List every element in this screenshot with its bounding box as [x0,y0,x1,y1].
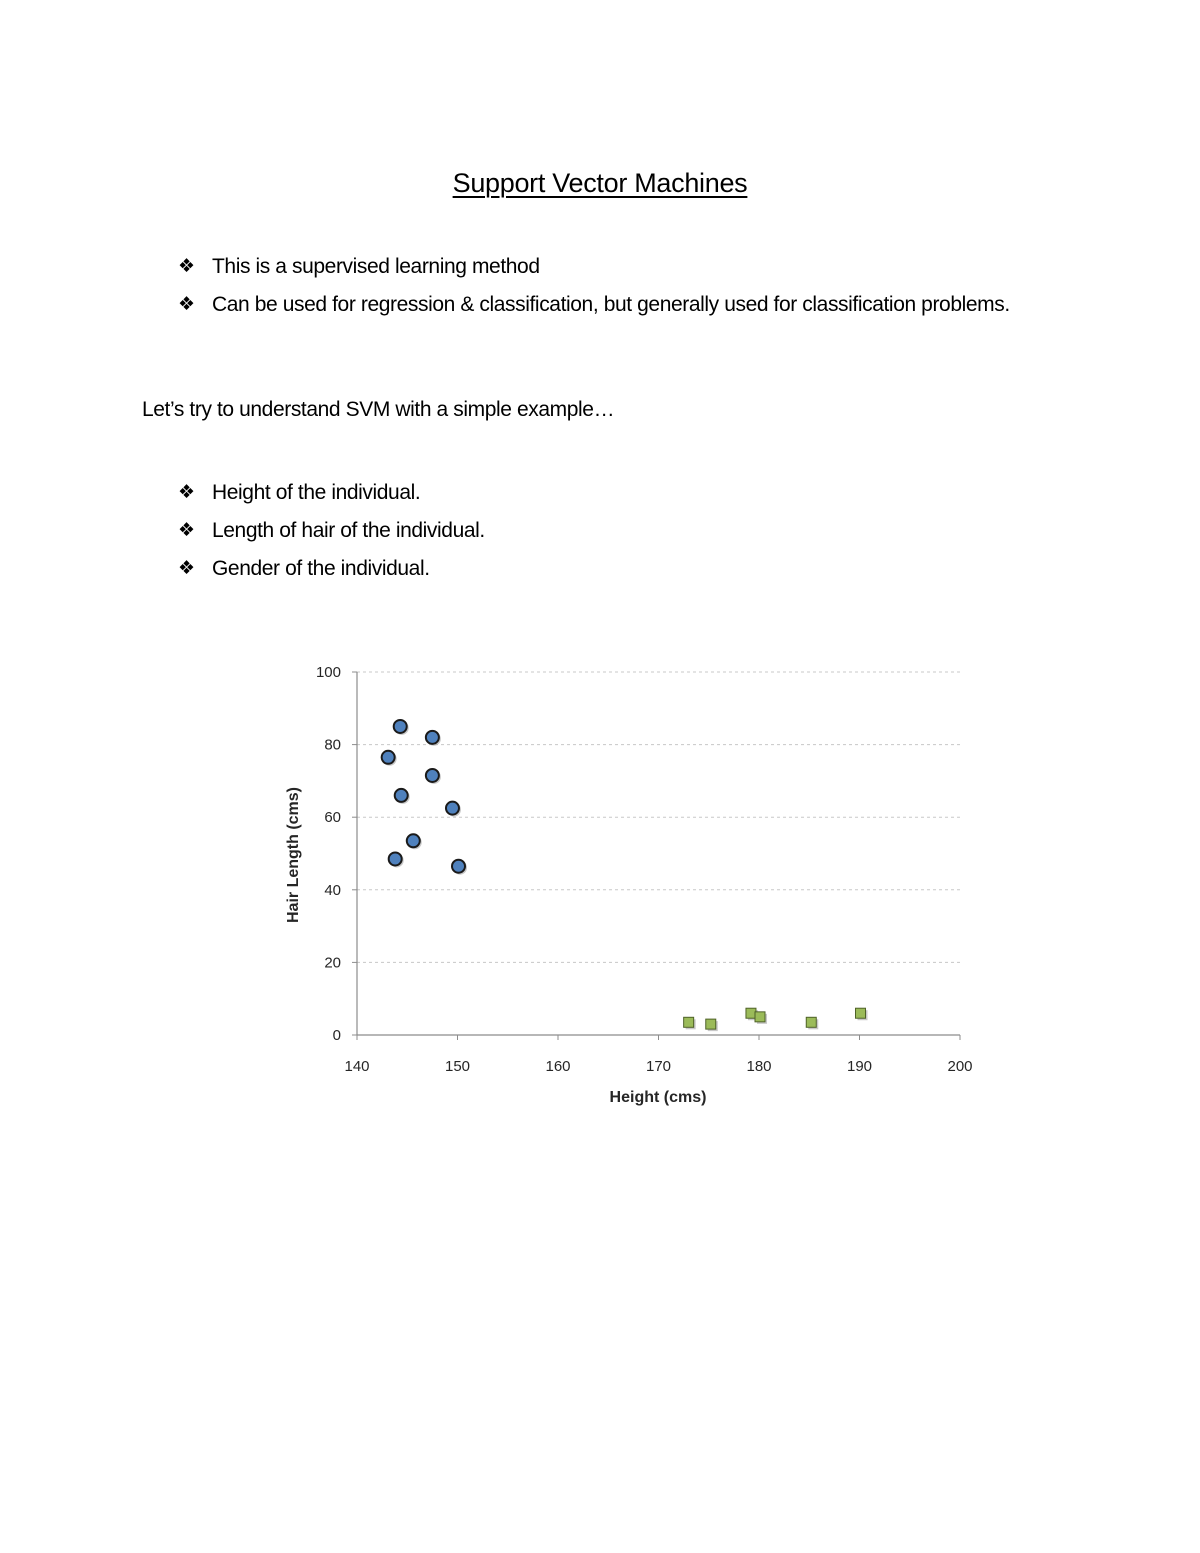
list-item [178,552,1058,586]
data-point-square [755,1012,765,1022]
four-diamond-bullet-icon: ❖ [178,294,195,315]
four-diamond-bullet-icon: ❖ [178,520,195,541]
four-diamond-bullet-icon: ❖ [178,256,195,277]
scatter-chart [270,650,990,1120]
data-point-circle [389,852,402,865]
x-tick-label: 180 [746,1058,772,1075]
intro-paragraph: Let’s try to understand SVM with a simple example… [142,398,615,421]
data-point-circle [395,789,408,802]
feature-bullet-list [178,476,1058,586]
x-tick-label: 190 [846,1058,873,1075]
y-axis-label: Hair Length (cms) [285,786,302,924]
x-axis-label: Height (cms) [609,1089,707,1106]
four-diamond-bullet-icon: ❖ [178,482,195,503]
data-point-square [806,1017,816,1027]
chart-tick-labels [316,664,973,1075]
data-point-square [746,1008,756,1018]
list-item [178,514,1058,548]
x-tick-label: 200 [947,1058,973,1075]
list-item-text: Length of hair of the individual. [212,519,485,542]
page-title: Support Vector Machines [452,168,748,198]
data-point-square [706,1019,716,1029]
data-point-circle [426,769,439,782]
y-tick-label: 100 [315,664,341,681]
y-tick-label: 40 [324,881,341,899]
data-point-circle [382,751,395,764]
chart-axes [352,672,960,1040]
data-point-square [684,1017,694,1027]
chart-data-points [382,720,868,1031]
list-item-text: Can be used for regression & classification, but generally used for classification problems. [212,293,1010,316]
x-tick-label: 150 [444,1058,471,1075]
y-tick-label: 0 [332,1027,341,1044]
data-point-circle [446,802,459,815]
data-point-circle [426,731,439,744]
y-tick-label: 60 [324,809,341,827]
data-point-circle [452,860,465,873]
intro-bullet-list [178,250,1058,322]
y-tick-label: 80 [324,736,341,754]
x-tick-label: 170 [645,1058,672,1075]
x-tick-label: 140 [344,1058,370,1075]
list-item-text: Gender of the individual. [212,557,430,580]
list-item-text: Height of the individual. [212,481,421,504]
list-item [178,288,1058,322]
list-item [178,476,1058,510]
list-item-text: This is a supervised learning method [212,255,540,278]
four-diamond-bullet-icon: ❖ [178,558,195,579]
chart-gridlines [357,672,960,962]
data-point-circle [394,720,407,733]
data-point-square [856,1008,866,1018]
list-item [178,250,1058,284]
y-tick-label: 20 [324,954,341,972]
x-tick-label: 160 [545,1058,571,1075]
data-point-circle [407,834,420,847]
